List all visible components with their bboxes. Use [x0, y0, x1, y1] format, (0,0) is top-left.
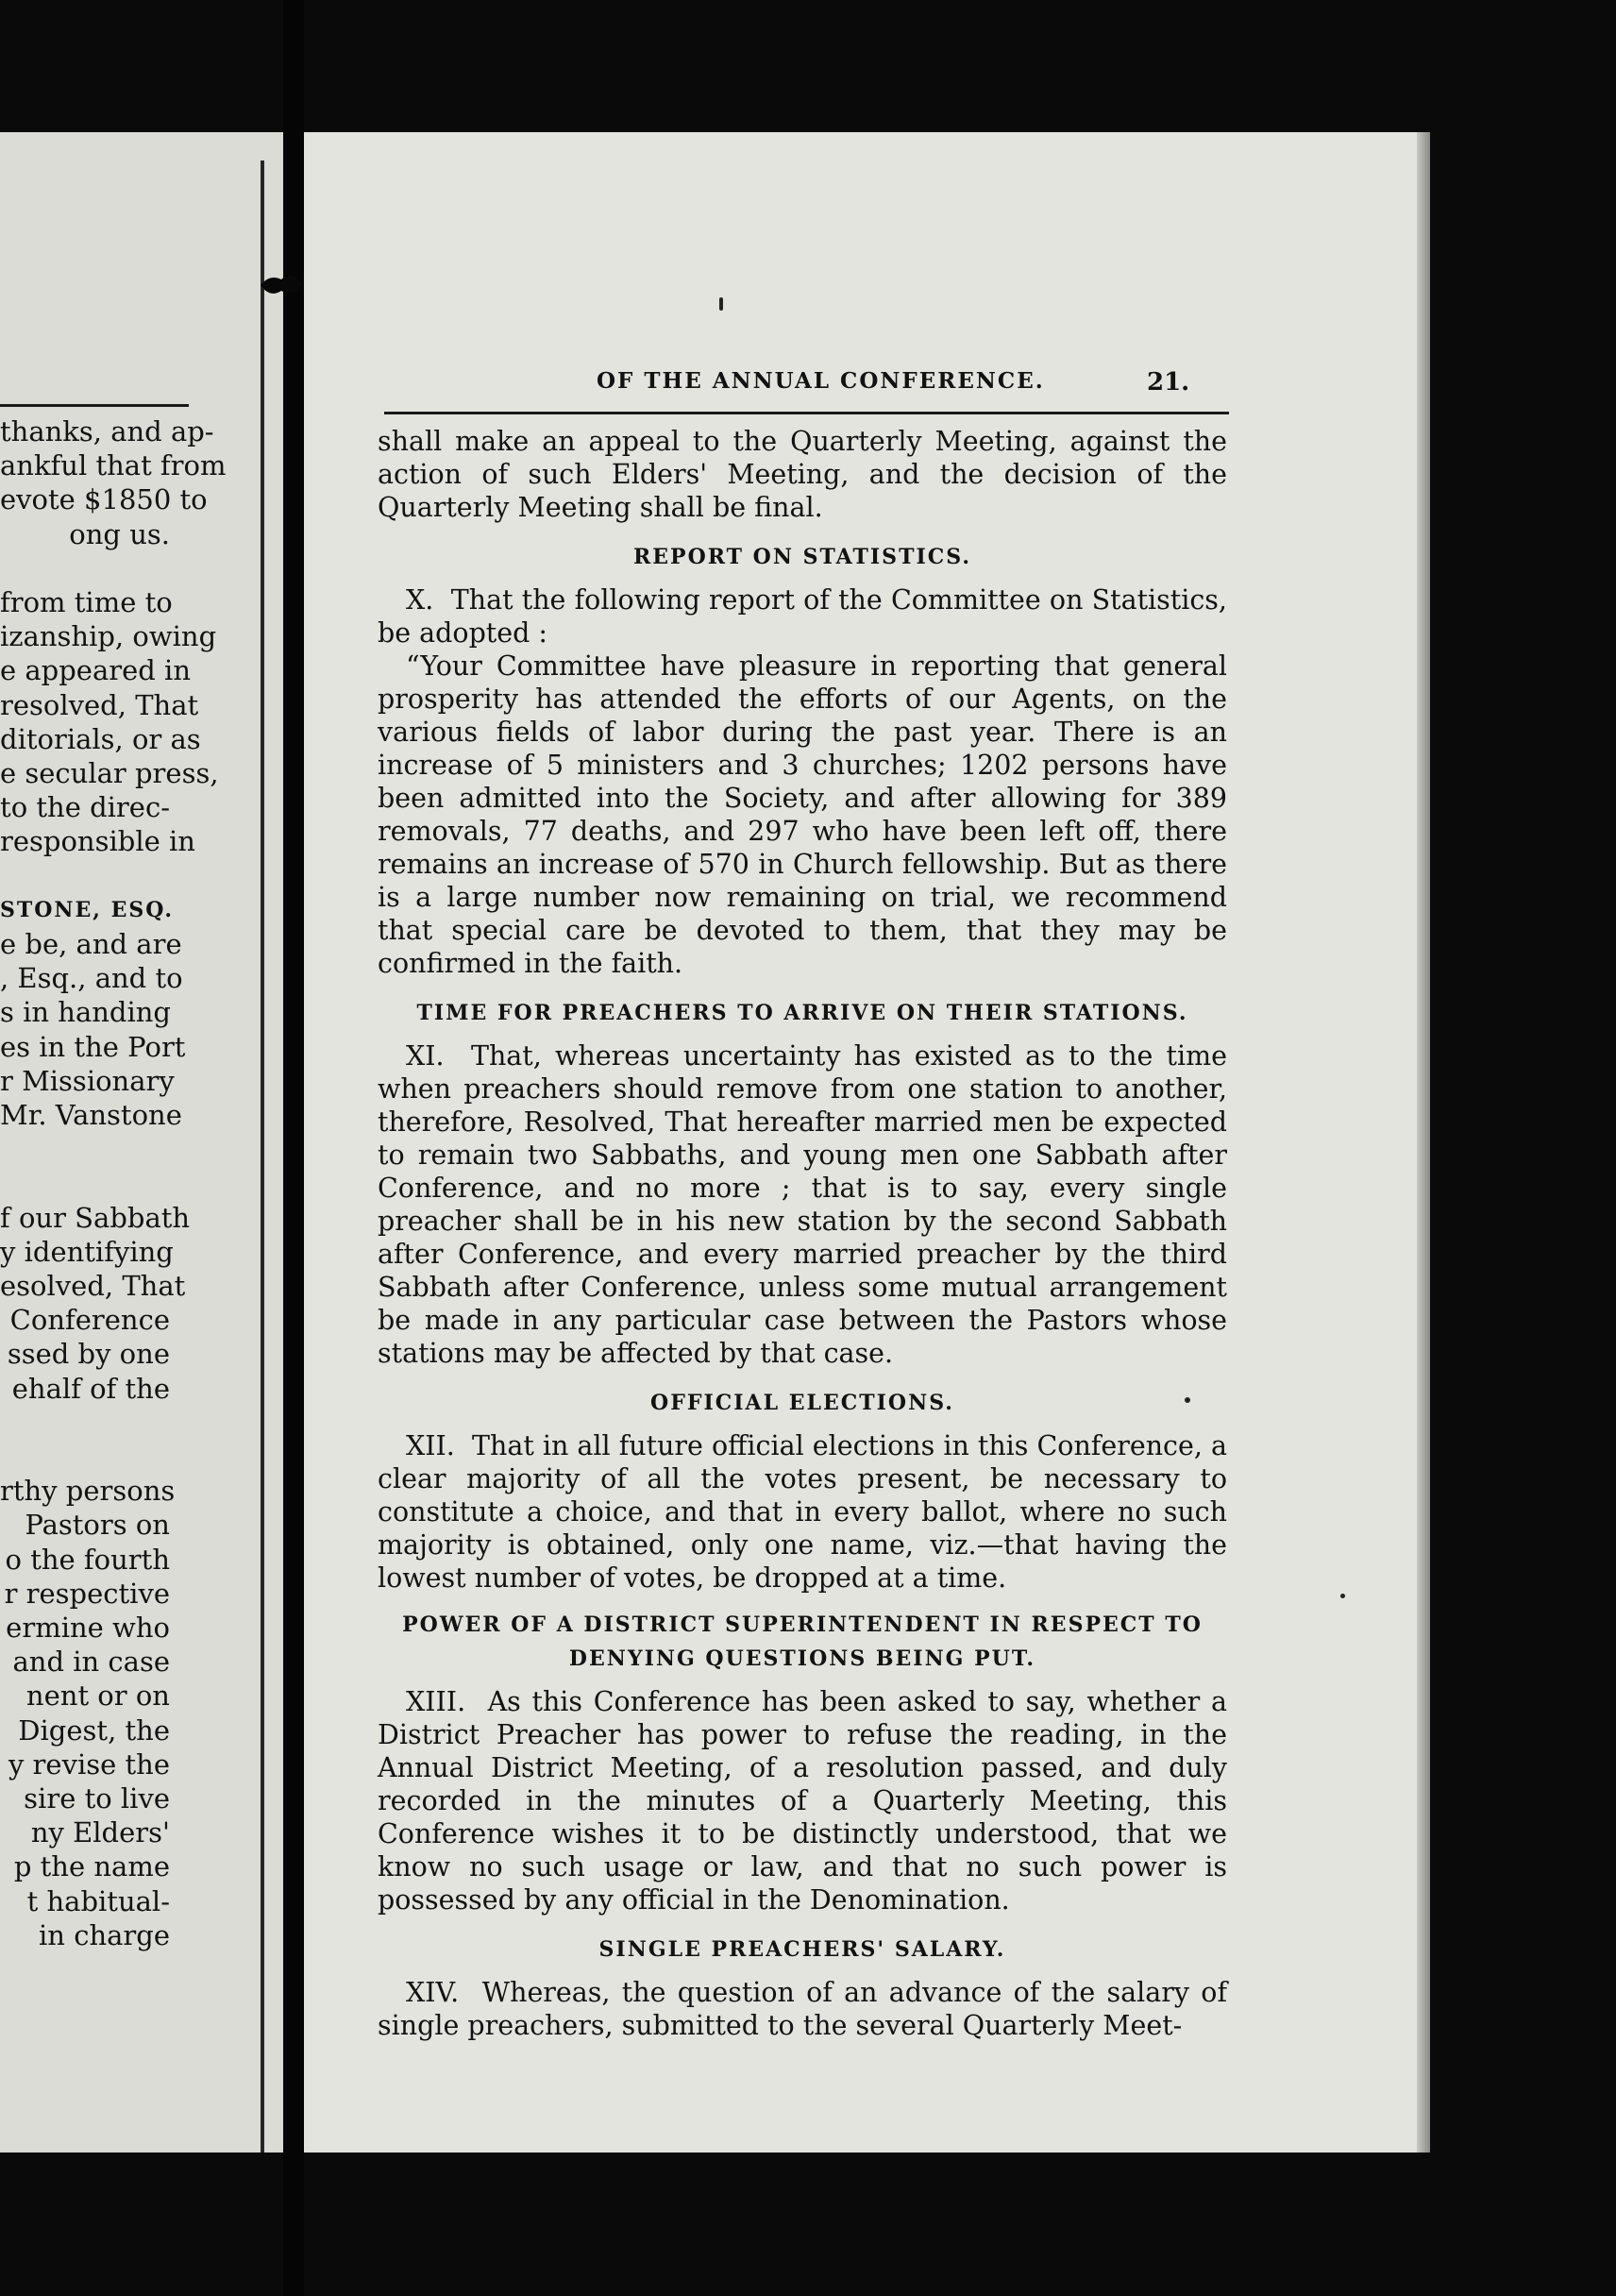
opening-paragraph: shall make an appeal to the Quarterly Meeting, against the action of such Elders' Meeting, and the decision of the Quarterly Meeting shall be final. [378, 426, 1227, 523]
right-page [304, 132, 1430, 2152]
statistics-report-quote: “Your Committee have pleasure in reporting that general prosperity has attended the efforts of our Agents, on the various fields of labor during the past year. There is an increase of 5 ministers and 3 churches; 1202 persons have been admitted into the Society, and after allowing for 389 removals, 77 deaths, and 297 who have been left off, there remains an increase of 570 in Church fellowship. But as there is a large number now remaining on trial, we recommend that special care be devoted to them, that they may be confirmed in the faith. [378, 650, 1227, 979]
left-page-line: e appeared in [0, 654, 192, 687]
left-page-line: ermine who [6, 1612, 170, 1644]
left-page-line: resolved, That [0, 688, 199, 721]
left-page-line: esolved, That [0, 1270, 186, 1302]
resolution-text: That the following report of the Committee on Statistics, be adopted : [378, 584, 1227, 649]
left-page-line: o the fourth [5, 1543, 170, 1576]
left-page-line: from time to [0, 586, 173, 618]
resolution-xiv [378, 1976, 1227, 2042]
section-heading-statistics: REPORT ON STATISTICS. [632, 545, 972, 569]
section-heading-district-superintendent: POWER OF A DISTRICT SUPERINTENDENT IN RESPECT TO DENYING QUESTIONS BEING PUT. [402, 1612, 1203, 1671]
resolution-number: XIII. [406, 1686, 466, 1717]
left-page-line: evote $1850 to [0, 483, 208, 516]
left-page-line: izanship, owing [0, 620, 217, 653]
resolution-x [378, 583, 1227, 650]
left-page-line: ssed by one [7, 1338, 170, 1371]
section-heading-salary: SINGLE PREACHERS' SALARY. [598, 1937, 1006, 1962]
ink-speck [1340, 1594, 1345, 1598]
left-page-line: t habitual- [26, 1884, 170, 1917]
section-heading-stations: TIME FOR PREACHERS TO ARRIVE ON THEIR STATIONS. [416, 1001, 1188, 1025]
binding-stitch-mark [253, 266, 311, 304]
left-page-line: r Missionary [0, 1064, 175, 1097]
book-gutter [283, 0, 304, 2296]
section-heading-elections: OFFICIAL ELECTIONS. [650, 1391, 954, 1415]
left-page-line: p the name [13, 1850, 170, 1883]
left-page-line: and in case [12, 1646, 170, 1679]
ink-speck [1185, 1397, 1190, 1403]
left-page-line: e secular press, [0, 757, 219, 789]
left-page-line: ehalf of the [11, 1372, 170, 1405]
left-page-line: ankful that from [0, 449, 227, 482]
ink-speck [719, 297, 723, 311]
left-page-line: e be, and are [0, 928, 182, 960]
left-page-line: Pastors on [25, 1509, 170, 1542]
resolution-xi [378, 1039, 1227, 1370]
resolution-xiii [378, 1685, 1227, 1916]
left-page-line: Mr. Vanstone [0, 1099, 182, 1131]
left-page-line: thanks, and ap- [0, 415, 214, 447]
left-page-line: r respective [4, 1577, 170, 1610]
running-head [304, 368, 1430, 398]
left-page-line: , Esq., and to [0, 962, 183, 995]
left-page-line: y identifying [0, 1235, 174, 1268]
page-body [378, 425, 1227, 2042]
left-page-rule [0, 404, 189, 407]
resolution-number: XII. [406, 1430, 455, 1461]
left-page [0, 132, 283, 2152]
resolution-text: That, whereas uncertainty has existed as to the time when preachers should remove from one station to another, therefore, Resolved, That hereafter married men be expected to remain two Sabbaths, and young men one Sabbath after Conference, and no more ; that is to say, every single preacher shall be in his new station by the second Sabbath after Conference, and every married preacher by the third Sabbath after Conference, unless some mutual arrangement be made in any particular case between the Pastors whose stations may be affected by that case. [378, 1040, 1227, 1369]
page-shadow-edge [1417, 132, 1430, 2152]
left-page-line: to the direc- [0, 791, 170, 824]
page-edge-line [261, 160, 264, 2152]
left-page-line: f our Sabbath [0, 1201, 191, 1234]
left-page-line: y revise the [8, 1747, 170, 1781]
resolution-number: XIV. [406, 1977, 460, 2008]
page-number: 21. [1147, 368, 1190, 397]
left-page-line: nent or on [25, 1680, 170, 1713]
left-page-line: es in the Port [0, 1030, 186, 1063]
resolution-text: That in all future official elections in this Conference, a clear majority of all the votes present, be necessary to constitute a choice, and that in every ballot, where no such majority is obtained, only one name, viz.—that having the lowest number of votes, be dropped at a time. [378, 1430, 1228, 1594]
resolution-text: Whereas, the question of an advance of the salary of single preachers, submitted to the several Quarterly Meet- [378, 1977, 1227, 2041]
running-title: OF THE ANNUAL CONFERENCE. [597, 368, 1045, 394]
left-page-line: Conference [9, 1304, 170, 1337]
left-page-line: rthy persons [0, 1475, 176, 1508]
left-page-line: Digest, the [18, 1714, 170, 1747]
left-page-line: responsible in [0, 825, 195, 858]
left-page-line: ditorials, or as [0, 722, 201, 755]
resolution-xii [378, 1429, 1227, 1595]
left-page-line: ny Elders' [30, 1816, 170, 1849]
left-page-line: STONE, ESQ. [0, 897, 175, 922]
resolution-number: XI. [406, 1040, 445, 1072]
left-page-line: ong us. [69, 517, 170, 550]
resolution-number: X. [406, 584, 434, 616]
resolution-text: As this Conference has been asked to say, whether a District Preacher has power to refuse the reading, in the Annual District Meeting, of a resolution passed, and duly recorded in the minutes of a Quarterly Meeting, this Conference wishes it to be distinctly understood, that we know no such usage or law, and that no such power is possessed by any official in the Denomination. [378, 1686, 1227, 1916]
left-page-line: s in handing [0, 996, 171, 1029]
left-page-line: in charge [39, 1918, 170, 1951]
header-rule [384, 412, 1229, 414]
left-page-line: sire to live [24, 1782, 170, 1815]
